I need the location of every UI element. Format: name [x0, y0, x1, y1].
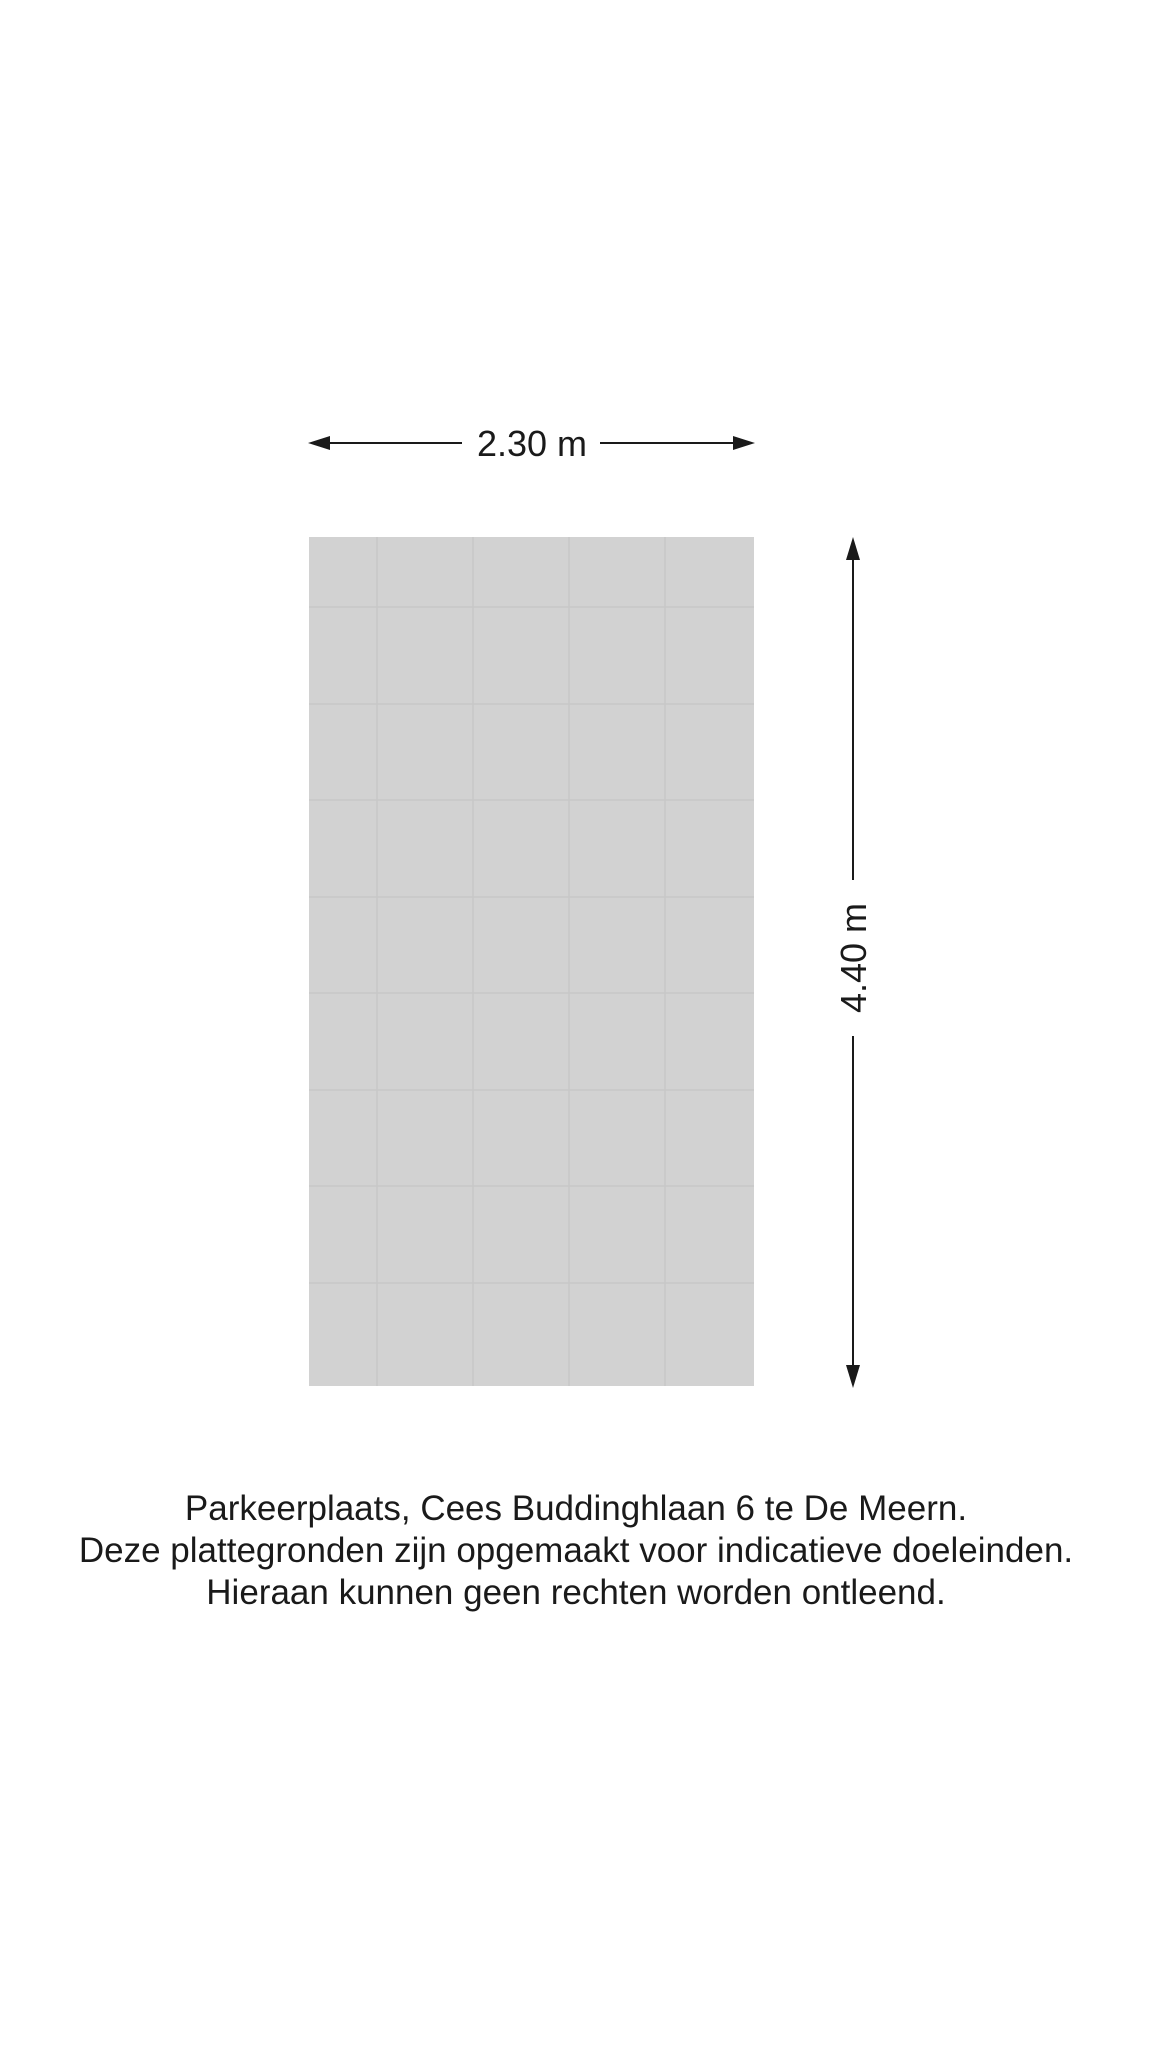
parking-space [309, 537, 754, 1386]
caption-rights-notice: Hieraan kunnen geen rechten worden ontleend. [206, 1573, 946, 1612]
arrowhead-down-icon [846, 1365, 860, 1388]
width-label: 2.30 m [476, 423, 588, 464]
caption-address: Parkeerplaats, Cees Buddinghlaan 6 te De Meern. [184, 1489, 968, 1528]
arrowhead-left-icon [308, 436, 330, 450]
arrowhead-up-icon [846, 537, 860, 560]
width-dimension [308, 423, 755, 464]
arrowhead-right-icon [733, 436, 755, 450]
caption-disclaimer: Deze plattegronden zijn opgemaakt voor indicatieve doeleinden. [78, 1531, 1074, 1570]
parking-floor [309, 537, 754, 1386]
plan-caption [0, 1488, 1152, 1614]
depth-label: 4.40 m [833, 902, 874, 1014]
depth-dimension [833, 537, 874, 1388]
